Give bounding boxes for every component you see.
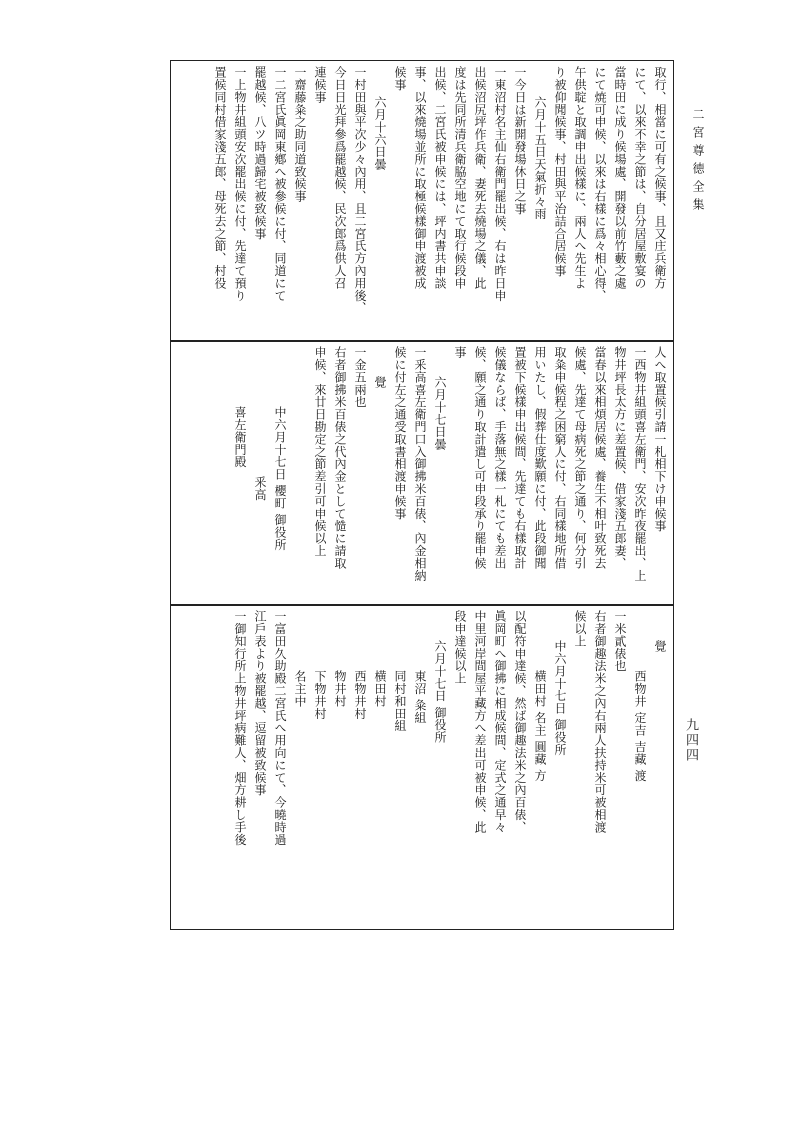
text-column: 一二宮氏眞岡東鄕へ被參候に付、同道にて	[273, 66, 287, 302]
addressee-column: 西物井村	[353, 670, 367, 720]
text-column: 候に付左之通受取書相渡申候事	[393, 346, 407, 520]
text-column: 右者御趣法米之內右兩人扶持米可被相渡	[593, 610, 607, 834]
text-column: 一米貳俵也	[613, 610, 627, 672]
text-column: にて、以來不幸之節は、自分居屋敷宴の	[633, 66, 647, 290]
page-number: 九四四	[683, 718, 698, 763]
text-column: 一村田與平次少々內用、且二宮氏方內用後、	[353, 66, 367, 314]
band-divider	[170, 604, 674, 606]
text-column: 罷越候、八ツ時過歸宅被致候事	[253, 66, 267, 240]
text-column: 一釆高喜左衛門口入御拂米百俵、內金相納	[413, 346, 427, 582]
text-column: 右者御拂米百俵之代內金として慥に請取	[333, 346, 347, 570]
text-column: 取粂申候程之困窮人に付、右同樣地所借	[553, 346, 567, 570]
text-column: 今日日光拜參爲罷越候、民次郎爲供人召	[333, 66, 347, 290]
text-column: 眞岡町へ御拂に相成候間、定式之通早々	[493, 610, 507, 834]
addressee-column: 名主中	[293, 670, 307, 708]
text-column: 申候、來廿日勘定之節差引可申候以上	[313, 346, 327, 557]
text-column: 置候同村借家淺五郎、母死去之節、村役	[213, 66, 227, 290]
text-column: 候事	[393, 66, 407, 91]
text-column: 一今日は新開發場休日之事	[513, 66, 527, 215]
text-column: 一東沼村名主仙右衛門罷出候、右は昨日申	[493, 66, 507, 302]
text-column: 連候事	[313, 66, 327, 104]
text-column: 當時田に成り候場處、開發以前竹藪之處	[613, 66, 627, 290]
upper-text-band	[176, 66, 670, 336]
spacer-column	[290, 346, 310, 600]
memo-heading: 覺	[653, 640, 667, 653]
signature-column: 中六月十七日 御役所	[553, 640, 567, 756]
text-column: 出候沼尻坪作兵衛、妻死去燒場之儀、此	[473, 66, 487, 290]
addressee-column: 下物井村	[313, 670, 327, 720]
band-divider	[170, 340, 674, 342]
addressee-column: 同村和田組	[393, 670, 407, 732]
text-column: 度は先同所清兵衛脇空地にて取行候段申	[453, 66, 467, 290]
addressee-column: 釆高	[253, 476, 267, 501]
text-column: 用いたし、假葬仕度歎願に付、此段御聞	[533, 346, 547, 570]
text-column: 事	[453, 346, 467, 359]
text-column: 午供聢と取調申出候樣に、兩人へ先生よ	[573, 66, 587, 290]
text-column: 一上物井組頭安次罷出候に付、先達て預り	[233, 66, 247, 302]
addressee-column: 東沼 粂組	[413, 670, 427, 724]
text-column: 置被下候樣申出候間、先達ても右樣取計	[513, 346, 527, 570]
text-column: にて焼可申候、以來は右樣に爲々相心得、	[593, 66, 607, 302]
text-column: 候儀ならば、手落無之樣一札にても差出	[493, 346, 507, 570]
text-column: 以配符申達候、然ば御趣法米之內百俵、	[513, 610, 527, 834]
addressee-column: 物井村	[333, 670, 347, 708]
memo-heading: 覺	[373, 376, 387, 389]
date-heading: 六月十五日天氣折々雨	[533, 96, 547, 220]
signature-column: 中六月十七日 櫻町 御役所	[273, 406, 287, 551]
text-column: 當春以來相煩居候處、養生不相叶致死去	[593, 346, 607, 570]
text-column: 候處、先達て母病死之節之通り、何分引	[573, 346, 587, 570]
text-column: 取行、相當に可有之候事、且又庄兵衛方	[653, 66, 667, 290]
addressee-column: 横田村	[373, 670, 387, 708]
text-column: 人へ取置候引請一札相下け申候事	[653, 346, 667, 532]
addressee-column: 喜左衛門殿	[233, 406, 247, 468]
lower-text-band	[176, 610, 670, 926]
text-column: 事、以來燒場並所に取極候樣御申渡被成	[413, 66, 427, 290]
date-heading: 六月十六日曇	[373, 96, 387, 171]
text-column: 物井坪長太方に差置候、借家淺五郎妻、	[613, 346, 627, 570]
text-column: 段申達候以上	[453, 610, 467, 685]
text-column: 一金五兩也	[353, 346, 367, 408]
text-column: 一富田久助殿二宮氏へ用向にて、今曉時過	[273, 610, 287, 846]
signature-column: 六月十七日 御役所	[433, 640, 447, 744]
date-heading: 六月十七日曇	[433, 376, 447, 451]
text-column: り被仰聞候事、村田與平治詰合居候事	[553, 66, 567, 277]
addressee-column: 西物井 定吉 吉藏 渡	[633, 670, 647, 782]
text-column: 中里河岸間屋平藏方へ差出可被申候、此	[473, 610, 487, 834]
text-column: 一西物井組頭喜左衛門、安次昨夜罷出、上	[633, 346, 647, 582]
book-title: 二宮尊徳全集	[691, 108, 705, 216]
text-column: 出候、二宮氏被申候には、坪内書共申談	[433, 66, 447, 290]
text-column: 候、願之通り取計遣し可申段承り罷申候	[473, 346, 487, 570]
addressee-column: 横田村 名主 圓藏 方	[533, 670, 547, 782]
middle-text-band	[176, 346, 670, 600]
text-column: 一御知行所上物井坪病難人、畑方耕し手後	[233, 610, 247, 846]
text-column: 候以上	[573, 610, 587, 648]
text-column: 一齋藤粂之助同道致候事	[293, 66, 307, 203]
text-column: 江戶表より被罷越、逗留被致候事	[253, 610, 267, 796]
